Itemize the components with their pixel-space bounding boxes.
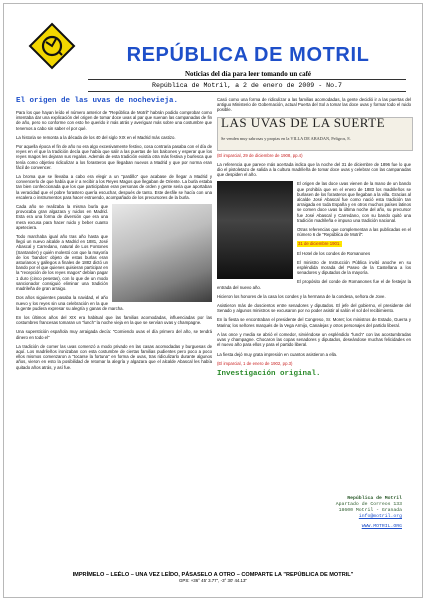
paragraph: Para los que hayan leído el número anterior de "República de Motril" habrán podido comprobar como intentaba dar una explicación del origen de tomar doce uvas al par que suenan las campanadas de fin de año, pero no conforme con esto he querido ir más atrás y averiguar más sobre una costumbre que tenemos a cabo sin saber el por qué. [16, 110, 212, 131]
issue-dateline: República de Motril, a 2 de enero de 2009 - No.7 [152, 82, 342, 89]
newspaper-clipping-image [217, 114, 413, 151]
article-heading: El origen de las uvas de nochevieja. [16, 97, 179, 105]
paragraph: En los últimos años del XIX era habitual que las familias acomodadas, influenciadas por las costumbres francesas tomaran un "lunch" la noche vieja en la que se servían uvas y champagne. [16, 314, 212, 326]
paragraph: En la fiesta se encontraban el presidente del Congreso, Sr. Moret; los ministros de Estado, Guerra y Marina; los señores marqués de la Vega Armijo, Canalejas y otros personajes del partido liberal. [217, 317, 411, 328]
clipping-caption: (El imparcial, 29 de diciembre de 1908, pp.4) [217, 152, 303, 158]
source-citation: (El imparcial, 1 de enero de 1902, pp.3) [217, 360, 293, 366]
newspaper-title: REPÚBLICA DE MOTRIL [126, 44, 370, 66]
motril-logo-icon [28, 22, 76, 70]
paragraph: Una superstición española muy arraigada decía: "Comiendo uvas el día primero del año, se tendrá dinero en todo el" [16, 329, 212, 340]
signature-name: República de Motril [347, 496, 402, 501]
paragraph: El ministro de Instrucción Pública invitó anoche en su espléndida morada del Paseo de la Castellana a los senadores y diputados de la mayoría. [297, 259, 411, 276]
email-link[interactable]: info@motril.org [358, 514, 402, 519]
paragraph: Asistieron más de doscientos entre senadores y diputados. El jefe del gobierno, el presidente del Senado y algunos ministros se excusaron por no poder asistir al salón el sol del recibimiento. [217, 303, 411, 314]
footer-gps: GPS: +36° 45' 3.77", -3° 30' 44.13" [179, 578, 247, 583]
signature-city: 18600 Motril - Granada [338, 508, 402, 513]
paragraph: Hicieron los honores de la casa los condes y la hermana de la condesa, señora de Jove. [217, 293, 386, 299]
highlight-subhead: El Hotel de los condes de Romanones [297, 250, 371, 256]
highlight-date: 31 de diciembre 1901. [298, 241, 341, 247]
research-label: Investigación original. [217, 369, 321, 378]
right-column [217, 97, 411, 383]
paragraph: La referencia que parece más acertada indica que la noche del 31 de diciembre de 1896 fue lo que dio el pistoletazo de salida a la cultura madrileña de tomar doce uvas y celebrar con las campanadas que despiden el año. [217, 161, 411, 178]
footer-slogan: IMPRÍMELO – LEÉLO – UNA VEZ LEÍDO, PÁSASELO A OTRO – COMPARTE LA "REPÚBLICA DE MOTRIL" [72, 572, 354, 578]
paragraph: Todo marchaba igual año tras año hasta que llegó un nuevo alcalde a Madrid en 1881, José Abascal y Carredano, natural de Los Fontones (Santander) y quién molestó con que la mayoría de los 'bandos' objeto de estas burlas eran asturianos y gallegos a finales de 1882 dictó un bando por el que quienes quisieran participar en la "recepción de los reyes magos" debían pagar 1 duro (cinco pesetas), con lo que de un modo sancionador consiguió eliminar una tradición madrileña de gran arraigo. [16, 234, 108, 292]
paragraph: Dos años siguientes pasaba la navidad, el año nuevo y los reyes sin una celebración en la que la gente pudiera expresar su alegría y ganas de marcha. [16, 295, 124, 311]
paragraph: Otras referencias que complementan a las publicadas en el número 6 de "República de Motril": [297, 227, 411, 238]
portrait-photo [112, 204, 212, 302]
paragraph: La tradición de comer las uvas comenzó a modo privado en las casas acomodadas y burguesas de aquí. Los madrileños ironizaban con esta costumbre de ciertas familias pudientes pero poco a poco ellos mismos comenzaron a "tocarse la fortuna" en forma de uvas, tras ridiculizarlo durante algunos años, vieron en esto la posibilidad de retomar la alegría y algazara que el alcalde Abascal les había quitado años atrás, y así fue. [16, 343, 212, 370]
paragraph: La fiesta dejó muy grata impresión en cuantos asistieron a ella. [217, 351, 338, 357]
clipping-headline: LAS UVAS DE LA SUERTE [221, 114, 386, 130]
paragraph: El propósito del conde de Romanones fue el de festejar la entrada del nuevo año. [217, 279, 411, 290]
puerta-del-sol-photo [217, 181, 293, 279]
paragraph: La historia se remonta a la década de los 40 del siglo XIX en el Madrid más castizo. [16, 134, 176, 140]
paragraph: La broma que se llevaba a cabo era elegir a un "pardillo" que acabase de llegar a Madrid y convencerlo de que había que ir a recibir a los Reyes Magos que llegaban de Oriente. La burla estaba tan bien confeccionada que los que participaban eran personas de orden y gente seria que aportaban la veracidad que el pobre forastero quería escuchar, después de tanto. Este desfile se hacía con una escalera o instrumentos para hacer estruendo, acompañado de los precursores de la burla. [16, 174, 212, 200]
paragraph: Casó como una forma de ridiculizar a las familias acomodadas, la gente decidió ir a las puertas del antiguo Ministerio de Gobernación, actual Puerta del Sol a tomar las doce uvas y formar todo el ruido posible. [217, 97, 411, 113]
page-footer [16, 572, 410, 583]
paragraph: Por aquella época el fin de año no era algo excesivamente festivo, cosa contraria pasaba con el día de reyes en el que la tradición decía que había que salir a las puertas de los balcones y esperar que los reyes magos les dejaran sus regalos. Además de esta tradición existía otra más festiva y burlesca que tenía como objetivo ridiculizar a los forasteros que llegaban nuevos a Madrid y que por norma eran fácil de convencer. [16, 144, 212, 170]
newspaper-subtitle: Noticias del día para leer tomando un café [184, 70, 312, 78]
clipping-text: Se venden muy sabrosas y propias en la VILLA DE ABADAN, Peligros, 8. [221, 135, 351, 141]
paragraph: A las once y media se abrió el comedor, sirviéndose un espléndido "lunch" con las acostumbradas uvas y champagne. Chocaron las copas senadores y diputados, deseándose muchas felicidades en el nuevo año para ellos y para el partido liberal. [217, 331, 411, 348]
signature-address: Apartado de Correos 133 [335, 502, 402, 507]
newspaper-page [3, 3, 423, 598]
signature-block [272, 496, 402, 530]
divider [88, 91, 406, 92]
divider [88, 79, 406, 80]
left-column [16, 97, 212, 374]
website-link[interactable]: WWW.MOTRIL.ORG [361, 524, 402, 529]
paragraph: Cada año se realizaba la misma burla que provocaba gran algazara y ruidos en Madrid. Esta era una forma de diversión que era una mera excusa para hacer ruido y beber cuanto apeteciera. [16, 204, 108, 230]
paragraph: El origen de las doce uvas vienen de la mano de un bando que prohibía que en el enero de 1883 los madrileños se burlasen de los forasteros que llegaban a la villa. Gracias al alcalde José Abascal fue como nació esta tradición tan arraigada en toda España y en otros muchos países latinos se comen doce uvas la última noche del año, su precursor fue José Abascal y Carredano, con su bando quitó una tradición madrileña e impuso una tradición nacional. [297, 181, 411, 223]
